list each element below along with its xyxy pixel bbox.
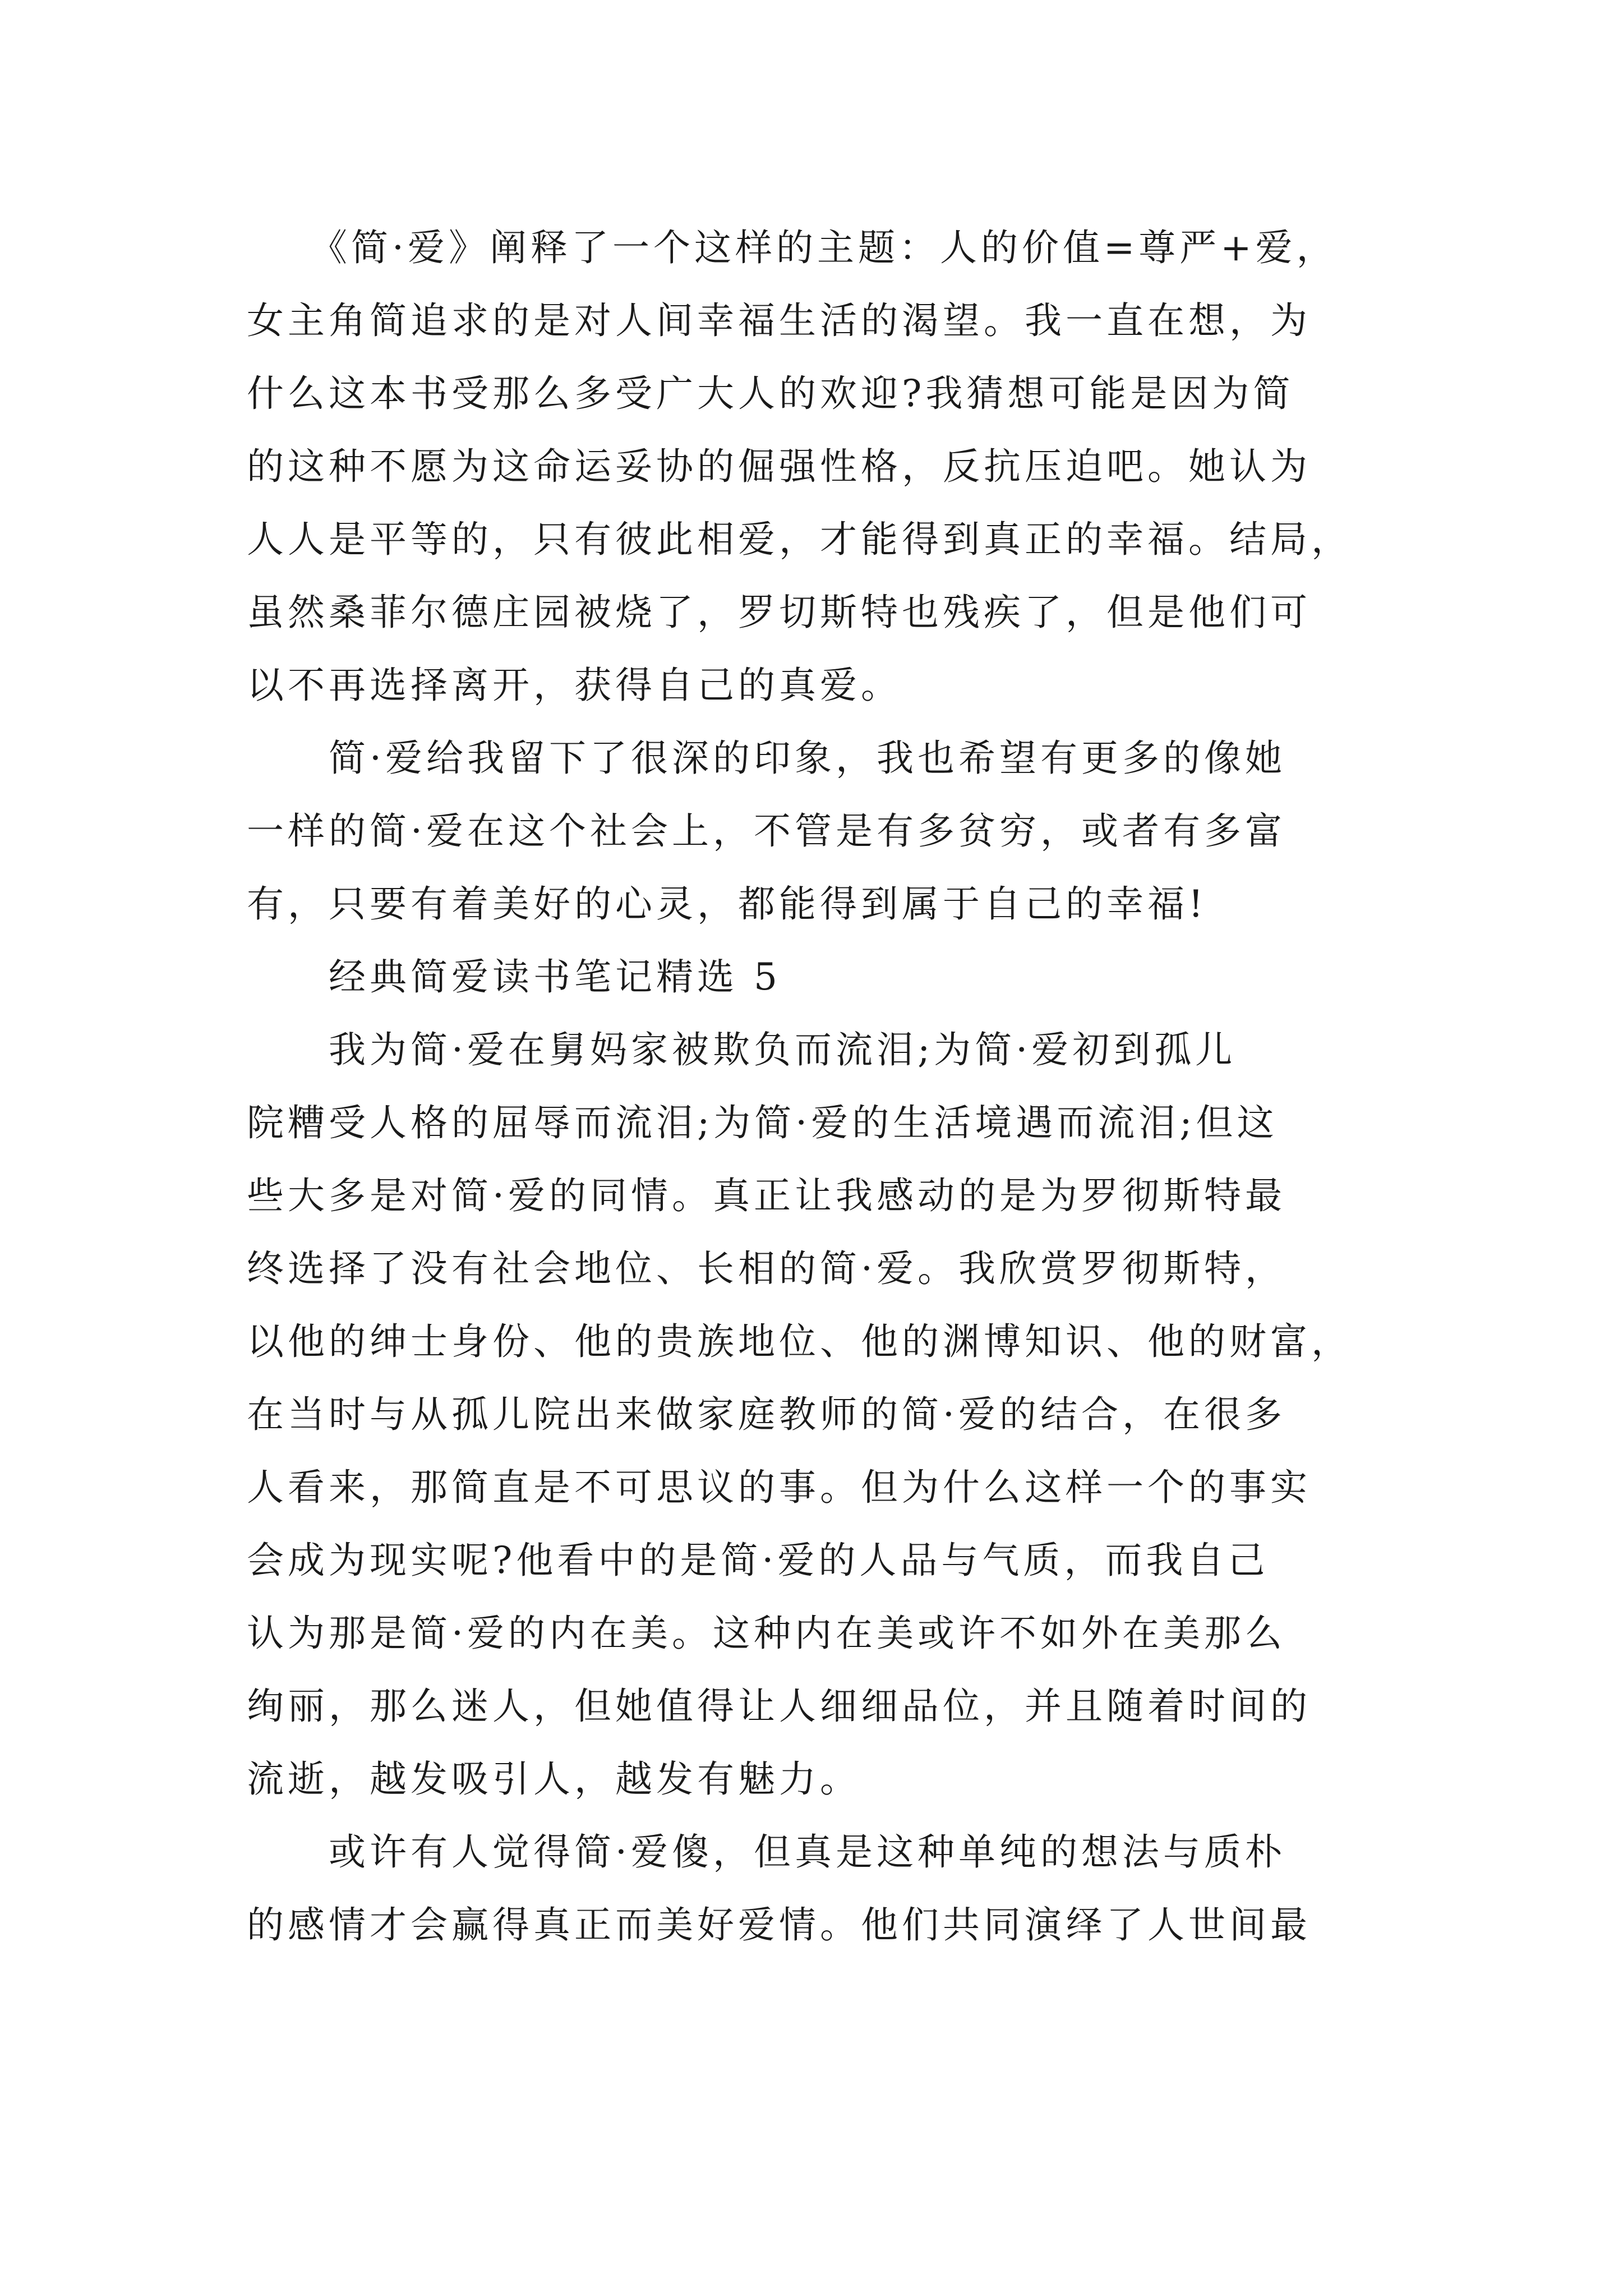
text-line: 以不再选择离开，获得自己的真爱。 (247, 664, 902, 707)
text-line: 的感情才会赢得真正而美好爱情。他们共同演绎了人世间最 (247, 1903, 1311, 1947)
text-line: 流逝，越发吸引人，越发有魅力。 (247, 1757, 861, 1801)
text-line: 或许有人觉得简·爱傻，但真是这种单纯的想法与质朴 (247, 1830, 1286, 1874)
text-line: 什么这本书受那么多受广大人的欢迎?我猜想可能是因为简 (247, 372, 1294, 415)
text-line: 有，只要有着美好的心灵，都能得到属于自己的幸福! (247, 882, 1207, 926)
text-line: 女主角简追求的是对人间幸福生活的渴望。我一直在想，为 (247, 299, 1311, 342)
text-line: 绚丽，那么迷人，但她值得让人细细品位，并且随着时间的 (247, 1685, 1311, 1728)
text-line: 《简·爱》阐释了一个这样的主题：人的价值=尊严+爱， (247, 226, 1338, 269)
section-heading: 经典简爱读书笔记精选 5 (247, 955, 781, 999)
text-line: 人看来，那简直是不可思议的事。但为什么这样一个的事实 (247, 1466, 1311, 1509)
text-line: 些大多是对简·爱的同情。真正让我感动的是为罗彻斯特最 (247, 1174, 1286, 1217)
text-line: 院糟受人格的屈辱而流泪;为简·爱的生活境遇而流泪;但这 (247, 1101, 1278, 1144)
text-line: 虽然桑菲尔德庄园被烧了，罗切斯特也残疾了，但是他们可 (247, 591, 1311, 634)
text-line: 终选择了没有社会地位、长相的简·爱。我欣赏罗彻斯特， (247, 1247, 1286, 1290)
text-line: 会成为现实呢?他看中的是简·爱的人品与气质，而我自己 (247, 1539, 1269, 1582)
text-line: 认为那是简·爱的内在美。这种内在美或许不如外在美那么 (247, 1612, 1286, 1655)
text-line: 简·爱给我留下了很深的印象，我也希望有更多的像她 (247, 737, 1286, 780)
text-line: 一样的简·爱在这个社会上，不管是有多贫穷，或者有多富 (247, 809, 1286, 853)
text-line: 人人是平等的，只有彼此相爱，才能得到真正的幸福。结局， (247, 518, 1352, 561)
text-line: 我为简·爱在舅妈家被欺负而流泪;为简·爱初到孤儿 (247, 1028, 1237, 1071)
text-line: 的这种不愿为这命运妥协的倔强性格，反抗压迫吧。她认为 (247, 445, 1311, 488)
text-line: 在当时与从孤儿院出来做家庭教师的简·爱的结合，在很多 (247, 1393, 1286, 1436)
text-line: 以他的绅士身份、他的贵族地位、他的渊博知识、他的财富， (247, 1320, 1352, 1363)
